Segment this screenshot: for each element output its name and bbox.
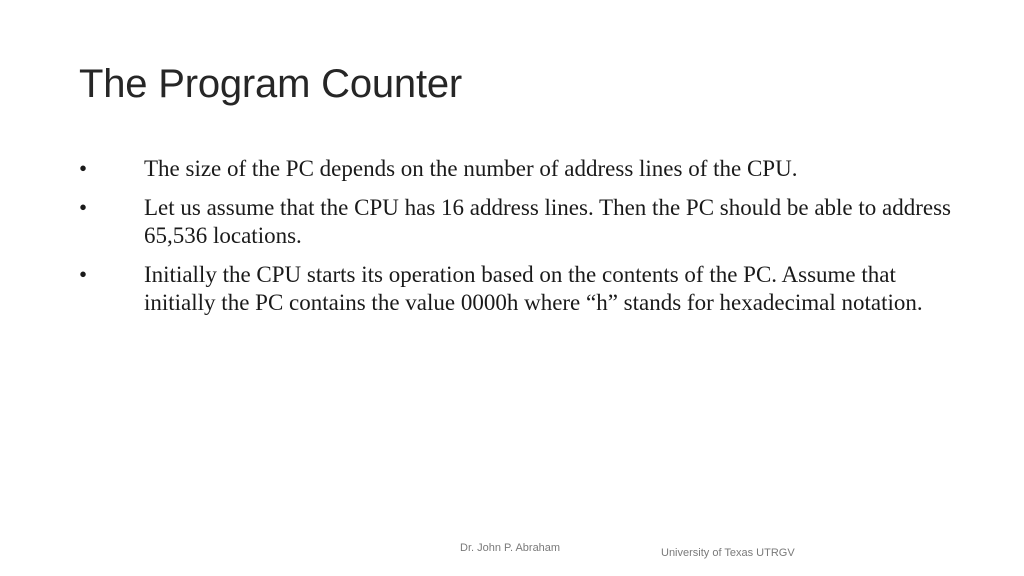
bullet-text: Let us assume that the CPU has 16 address lines. Then the PC should be able to address 65,536 locations.: [144, 194, 952, 248]
slide-title: The Program Counter: [79, 62, 463, 106]
bullet-item: [79, 155, 959, 184]
bullet-dot-icon: •: [79, 194, 88, 220]
footer-author: Dr. John P. Abraham: [460, 542, 561, 554]
footer-organization: University of Texas UTRGV: [661, 547, 795, 559]
bullet-text: Initially the CPU starts its operation based on the contents of the PC. Assume that initially the PC contains the value 0000h where “h” stands for hexadecimal notation.: [144, 261, 923, 315]
bullet-list: [79, 155, 959, 328]
bullet-dot-icon: •: [79, 156, 88, 181]
bullet-dot-icon: •: [79, 261, 88, 287]
bullet-text: The size of the PC depends on the number of address lines of the CPU.: [144, 156, 798, 181]
bullet-item: [79, 194, 959, 251]
bullet-item: [79, 261, 959, 318]
